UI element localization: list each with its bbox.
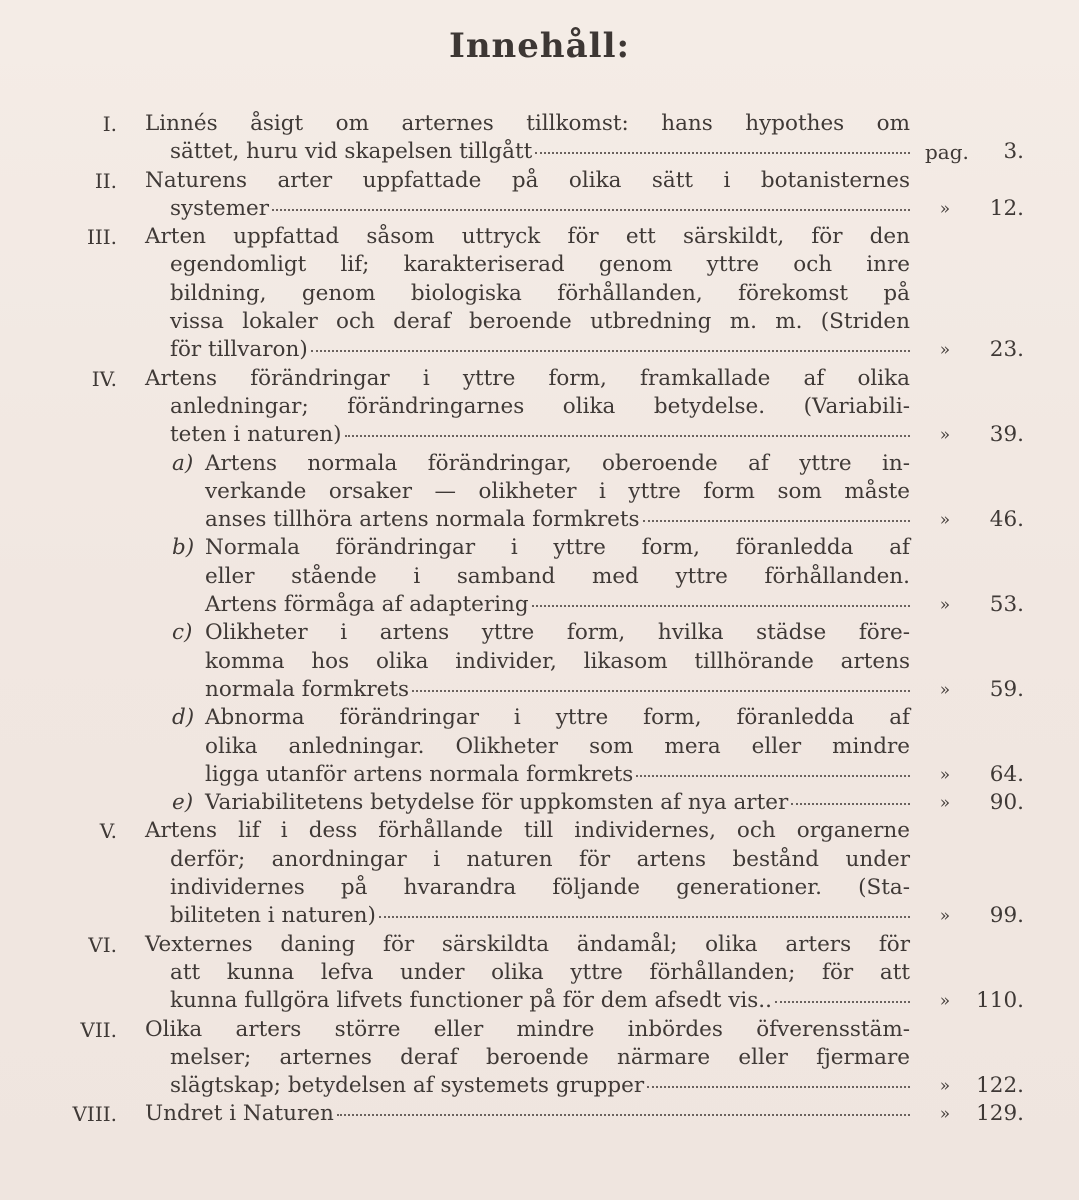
chapter-numeral: I. <box>102 112 117 136</box>
toc-entry-text: Artens förmåga af adaptering <box>205 592 529 618</box>
toc-line <box>0 987 1079 1015</box>
toc-line-text: komma hos olika individer, likasom tillhörande artens <box>205 648 910 674</box>
toc-line <box>0 223 1079 251</box>
chapter-numeral: III. <box>86 225 117 250</box>
toc-entry-text: anses tillhöra artens normala formkrets <box>205 507 640 533</box>
toc-line <box>0 563 1079 591</box>
toc-line <box>0 251 1079 279</box>
toc-line-text: anledningar; förändringarnes olika betydelse. (Variabili- <box>170 393 910 419</box>
toc-line-text: Vexternes daning för särskildta ändamål; olika arters för <box>145 931 910 957</box>
toc-line-text <box>145 1100 910 1128</box>
toc-entry-text: teten i naturen) <box>170 422 342 448</box>
leader-dots <box>775 1000 910 1003</box>
ditto-mark: » <box>939 595 951 616</box>
toc-line-text <box>205 676 910 704</box>
subsection-letter: a) <box>172 450 194 476</box>
toc-line <box>0 704 1079 732</box>
toc-line-text <box>170 138 910 166</box>
ditto-mark: » <box>939 198 951 219</box>
page-number: 23. <box>989 337 1024 363</box>
leader-dots <box>532 604 910 607</box>
toc-line-text <box>205 761 910 789</box>
toc-line <box>0 138 1079 166</box>
toc-line-text: eller stående i samband med yttre förhållanden. <box>205 563 910 589</box>
toc-line-text: Normala förändringar i yttre form, föranledda af <box>205 535 910 561</box>
chapter-numeral: VII. <box>80 1017 117 1042</box>
page-number: 39. <box>989 422 1024 448</box>
toc-line <box>0 478 1079 506</box>
chapter-numeral: IV. <box>91 366 117 391</box>
table-of-contents <box>0 110 1079 1129</box>
page-number: 64. <box>989 761 1024 787</box>
toc-line-text <box>170 336 910 364</box>
toc-line-text <box>170 1072 910 1100</box>
toc-line <box>0 167 1079 195</box>
page-number: 3. <box>1003 139 1024 165</box>
toc-line-text: Artens lif i dess förhållande till individernes, och organerne <box>145 818 910 844</box>
leader-dots <box>311 349 910 352</box>
toc-line-text: verkande orsaker — olikheter i yttre form som måste <box>205 478 910 504</box>
page-number: 90. <box>989 790 1024 816</box>
toc-line-text: vissa lokaler och deraf beroende utbredning m. m. (Striden <box>170 309 910 335</box>
ditto-mark: » <box>939 679 951 700</box>
leader-dots <box>379 915 910 918</box>
ditto-mark: » <box>939 1076 951 1097</box>
toc-line <box>0 110 1079 138</box>
toc-line <box>0 846 1079 874</box>
toc-line <box>0 421 1079 449</box>
toc-line <box>0 817 1079 845</box>
subsection-letter: b) <box>172 535 195 561</box>
toc-line-text: Artens förändringar i yttre form, framkallade af olika <box>145 365 910 391</box>
subsection-letter: c) <box>172 620 193 646</box>
ditto-mark: » <box>939 340 951 361</box>
toc-line-text: olika anledningar. Olikheter som mera eller mindre <box>205 733 910 759</box>
toc-line <box>0 1100 1079 1128</box>
ditto-mark: » <box>939 1104 951 1125</box>
ditto-mark: » <box>939 793 951 814</box>
chapter-numeral: II. <box>94 168 117 193</box>
leader-dots <box>272 208 910 211</box>
ditto-mark: » <box>939 510 951 531</box>
toc-line-text: bildning, genom biologiska förhållanden, förekomst på <box>170 280 910 306</box>
toc-line <box>0 450 1079 478</box>
toc-line-text <box>205 591 910 619</box>
toc-line-text <box>170 987 910 1015</box>
toc-line <box>0 534 1079 562</box>
toc-line <box>0 789 1079 817</box>
toc-line <box>0 506 1079 534</box>
toc-line-text: individernes på hvarandra följande generationer. (Sta- <box>170 875 910 901</box>
pag-label: pag. <box>925 140 969 165</box>
subsection-letter: d) <box>172 705 195 731</box>
ditto-mark: » <box>939 764 951 785</box>
toc-line <box>0 931 1079 959</box>
toc-line <box>0 761 1079 789</box>
toc-line <box>0 308 1079 336</box>
toc-entry-text: slägtskap; betydelsen af systemets grupper <box>170 1073 645 1099</box>
chapter-numeral: VIII. <box>72 1102 117 1127</box>
page-number: 122. <box>976 1073 1024 1099</box>
toc-line-text: derför; anordningar i naturen för artens bestånd under <box>170 846 910 872</box>
page-number: 129. <box>976 1101 1024 1127</box>
toc-line <box>0 1044 1079 1072</box>
toc-line <box>0 619 1079 647</box>
toc-line-text: Arten uppfattad såsom uttryck för ett särskildt, för den <box>145 224 910 250</box>
leader-dots <box>647 1085 910 1088</box>
toc-entry-text: ligga utanför artens normala formkrets <box>205 761 634 787</box>
page-number: 59. <box>989 676 1024 702</box>
toc-line <box>0 676 1079 704</box>
leader-dots <box>791 802 910 805</box>
toc-line <box>0 1016 1079 1044</box>
toc-line-text: Olika arters större eller mindre inbördes öfverensstäm- <box>145 1016 910 1042</box>
chapter-numeral: VI. <box>88 932 117 957</box>
toc-entry-text: biliteten i naturen) <box>170 903 376 929</box>
toc-line <box>0 336 1079 364</box>
leader-dots <box>337 1113 910 1116</box>
leader-dots <box>345 434 910 437</box>
ditto-mark: » <box>939 906 951 927</box>
toc-entry-text: sättet, huru vid skapelsen tillgått <box>170 139 533 165</box>
toc-line-text <box>170 195 910 223</box>
toc-line-text: Naturens arter uppfattade på olika sätt i botanisternes <box>145 167 910 193</box>
toc-line <box>0 365 1079 393</box>
chapter-numeral: V. <box>99 819 117 844</box>
page-number: 99. <box>989 903 1024 929</box>
toc-line <box>0 280 1079 308</box>
toc-entry-text: Undret i Naturen <box>145 1101 334 1127</box>
page-number: 12. <box>989 195 1024 221</box>
toc-line-text <box>205 506 910 534</box>
toc-line-text: Abnorma förändringar i yttre form, föranledda af <box>205 705 910 731</box>
page-number: 46. <box>989 507 1024 533</box>
leader-dots <box>412 689 910 692</box>
toc-line <box>0 959 1079 987</box>
toc-line <box>0 1072 1079 1100</box>
toc-line-text: att kunna lefva under olika yttre förhållanden; för att <box>170 959 910 985</box>
toc-line-text: Linnés åsigt om arternes tillkomst: hans hypothes om <box>145 111 910 136</box>
toc-line <box>0 393 1079 421</box>
toc-entry-text: Variabilitetens betydelse för uppkomsten af nya arter <box>205 790 789 816</box>
toc-line <box>0 195 1079 223</box>
toc-line-text <box>170 421 910 449</box>
toc-entry-text: systemer <box>170 195 269 221</box>
toc-line <box>0 902 1079 930</box>
subsection-letter: e) <box>172 790 194 816</box>
toc-line <box>0 733 1079 761</box>
toc-line-text: egendomligt lif; karakteriserad genom yttre och inre <box>170 252 910 278</box>
toc-line <box>0 648 1079 676</box>
toc-entry-text: kunna fullgöra lifvets functioner på för dem afsedt vis.. <box>170 988 772 1014</box>
leader-dots <box>535 151 910 154</box>
toc-line-text <box>205 789 910 817</box>
page-number: 110. <box>976 988 1024 1014</box>
toc-line-text: melser; arternes deraf beroende närmare eller fjermare <box>170 1044 910 1070</box>
leader-dots <box>643 519 910 522</box>
ditto-mark: » <box>939 425 951 446</box>
page-title: Innehåll: <box>448 26 631 66</box>
leader-dots <box>636 774 910 777</box>
toc-line-text <box>170 902 910 930</box>
page-number: 53. <box>989 592 1024 618</box>
toc-line-text: Artens normala förändringar, oberoende af yttre in- <box>205 450 910 476</box>
toc-line <box>0 591 1079 619</box>
toc-line <box>0 874 1079 902</box>
ditto-mark: » <box>939 991 951 1012</box>
toc-entry-text: för tillvaron) <box>170 337 308 363</box>
toc-entry-text: normala formkrets <box>205 676 410 702</box>
toc-line-text: Olikheter i artens yttre form, hvilka städse före- <box>205 620 910 646</box>
